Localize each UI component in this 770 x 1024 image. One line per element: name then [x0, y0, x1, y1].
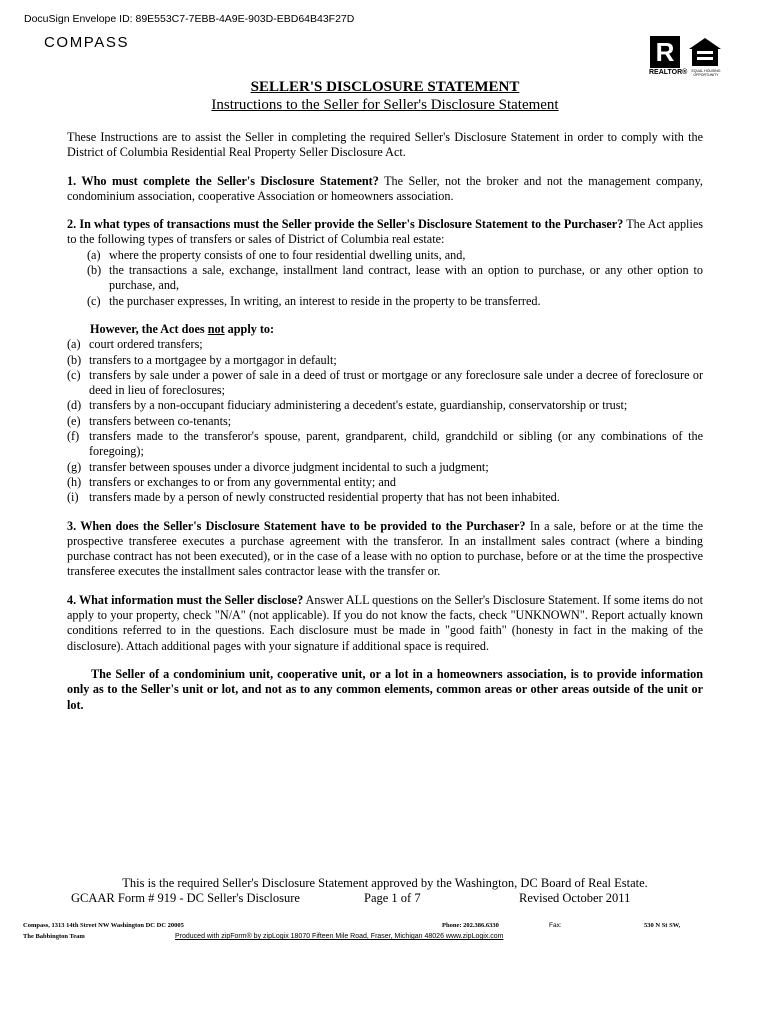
- list-item: [67, 353, 703, 368]
- list-text: transfer between spouses under a divorce judgment incidental to such a judgment;: [89, 459, 489, 474]
- question-3: [67, 519, 703, 580]
- question-1-heading: 1. Who must complete the Seller's Disclosure Statement?: [67, 173, 379, 188]
- list-item: [87, 263, 703, 294]
- exclusions-heading: [90, 322, 703, 337]
- list-item: [67, 398, 703, 413]
- intro-paragraph: These Instructions are to assist the Seller in completing the required Seller's Disclosure Statement in order to comply with the District of Columbia Residential Real Property Seller Disclosure Act.: [67, 130, 703, 160]
- list-text: transfers made to the transferor's spouse, parent, grandparent, child, grandchild or sibling (or any combinations of the foregoing);: [89, 429, 703, 459]
- realtor-logo: R: [650, 36, 680, 68]
- list-text: transfers or exchanges to or from any governmental entity; and: [89, 474, 396, 489]
- list-text: transfers made by a person of newly constructed residential property that has not been inhabited.: [89, 490, 560, 505]
- question-2-text: The Act applies to the following types of transfers or sales of District of Columbia real estate:: [67, 217, 703, 247]
- list-letter: (g): [67, 459, 82, 474]
- page-subtitle: Instructions to the Seller for Seller's Disclosure Statement: [211, 97, 559, 113]
- list-item: [67, 368, 703, 399]
- list-text: transfers by sale under a power of sale in a deed of trust or mortgage or any foreclosure sale under a decree of foreclosure or deed in lieu of foreclosures;: [89, 367, 703, 398]
- list-text: transfers between co-tenants;: [89, 413, 232, 428]
- list-letter: (h): [67, 474, 82, 489]
- question-2: [67, 217, 703, 248]
- produced-with-link[interactable]: Produced with zipForm® by zipLogix 18070 Fifteen Mile Road, Fraser, Michigan 48026 www.zipLogix.com: [175, 933, 504, 940]
- list-letter: (c): [87, 293, 101, 308]
- list-letter: (a): [87, 247, 101, 262]
- exclusions-heading-prefix: However, the Act does: [90, 321, 208, 336]
- list-item: [67, 490, 703, 505]
- question-4-text: Answer ALL questions on the Seller's Disclosure Statement. If some items do not apply to your property, check "N/A" (not applicable). If you do not know the facts, check "UNKNOWN". Report actually known conditions referred to in the questions. Each disclosure must be made in "good faith" (honesty in fact in the making of the disclosure). Attach additional pages with your signature if additional space is required.: [67, 592, 703, 653]
- office-address: Compass, 1313 14th Street NW Washington DC DC 20005: [23, 922, 184, 929]
- list-text: transfers by a non-occupant fiduciary administering a decedent's estate, guardianship, conservatorship or trust;: [89, 398, 628, 413]
- list-item: [67, 429, 703, 460]
- list-letter: (a): [67, 337, 81, 352]
- question-4-heading: 4. What information must the Seller disclose?: [67, 592, 304, 607]
- page-title: SELLER'S DISCLOSURE STATEMENT: [250, 79, 520, 95]
- question-1: [67, 174, 703, 205]
- office-fax: Fax:: [549, 922, 562, 929]
- list-text: the purchaser expresses, In writing, an interest to reside in the property to be transferred.: [109, 293, 541, 308]
- list-letter: (b): [87, 263, 102, 278]
- list-text: transfers to a mortgagee by a mortgagor in default;: [89, 352, 337, 367]
- approval-statement: This is the required Seller's Disclosure Statement approved by the Washington, DC Board of Real Estate.: [122, 876, 648, 890]
- list-text: where the property consists of one to four residential dwelling units, and,: [109, 247, 466, 262]
- exclusions-heading-suffix: apply to:: [224, 321, 275, 336]
- equal-housing-icon: [687, 36, 723, 70]
- exclusions-list: [67, 337, 703, 505]
- question-3-heading: 3. When does the Seller's Disclosure Statement have to be provided to the Purchaser?: [67, 518, 526, 533]
- page-number: Page 1 of 7: [364, 891, 421, 905]
- list-item: [67, 475, 703, 490]
- question-2-heading: 2. In what types of transactions must the Seller provide the Seller's Disclosure Statement to the Purchaser?: [67, 217, 624, 232]
- applies-list: [87, 248, 703, 309]
- list-letter: (c): [67, 367, 81, 382]
- list-letter: (d): [67, 398, 82, 413]
- exclusions-heading-not: not: [207, 321, 225, 336]
- form-name: GCAAR Form # 919 - DC Seller's Disclosure: [71, 891, 300, 905]
- question-1-text: The Seller, not the broker and not the management company, condominium association, cooperative Association or homeowners association.: [67, 173, 703, 203]
- list-letter: (f): [67, 429, 80, 444]
- realtor-label: REALTOR®: [649, 69, 688, 76]
- list-text: court ordered transfers;: [89, 337, 203, 352]
- list-text: the transactions a sale, exchange, installment land contract, lease with an option to purchase, or any other option to purchase, and,: [109, 263, 703, 293]
- list-letter: (i): [67, 490, 79, 505]
- list-letter: (e): [67, 413, 81, 428]
- instructions-body: [67, 130, 703, 726]
- envelope-id: DocuSign Envelope ID: 89E553C7-7EBB-4A9E-903D-EBD64B43F27D: [24, 13, 355, 25]
- logos: [650, 36, 740, 80]
- list-item: [67, 337, 703, 352]
- list-item: [67, 414, 703, 429]
- eho-label: EQUAL HOUSING OPPORTUNITY: [691, 69, 721, 77]
- question-3-text: In a sale, before or at the time the prospective transferee executes a purchase agreement with the transferor. In an installment sales contract (where a binding purchase contract has not been executed), or in the case of a lease with no option to purchase, before or at the time the prospective transferee executes the installment sales contractor lease with the transfer or.: [67, 518, 703, 579]
- revised-date: Revised October 2011: [519, 891, 631, 905]
- compass-logo: COMPASS: [44, 34, 130, 51]
- list-item: [87, 294, 703, 309]
- question-4: [67, 593, 703, 654]
- list-letter: (b): [67, 352, 82, 367]
- list-item: [87, 248, 703, 263]
- list-item: [67, 460, 703, 475]
- condominium-note: The Seller of a condominium unit, cooperative unit, or a lot in a homeowners association, is to provide information only as to the Seller's unit or lot, and not as to any common elements, common areas or other areas outside of the unit or lot.: [67, 666, 703, 712]
- property-address: 530 N St SW,: [644, 922, 681, 929]
- office-phone: Phone: 202.386.6330: [442, 922, 499, 929]
- team-name: The Babbington Team: [23, 933, 85, 940]
